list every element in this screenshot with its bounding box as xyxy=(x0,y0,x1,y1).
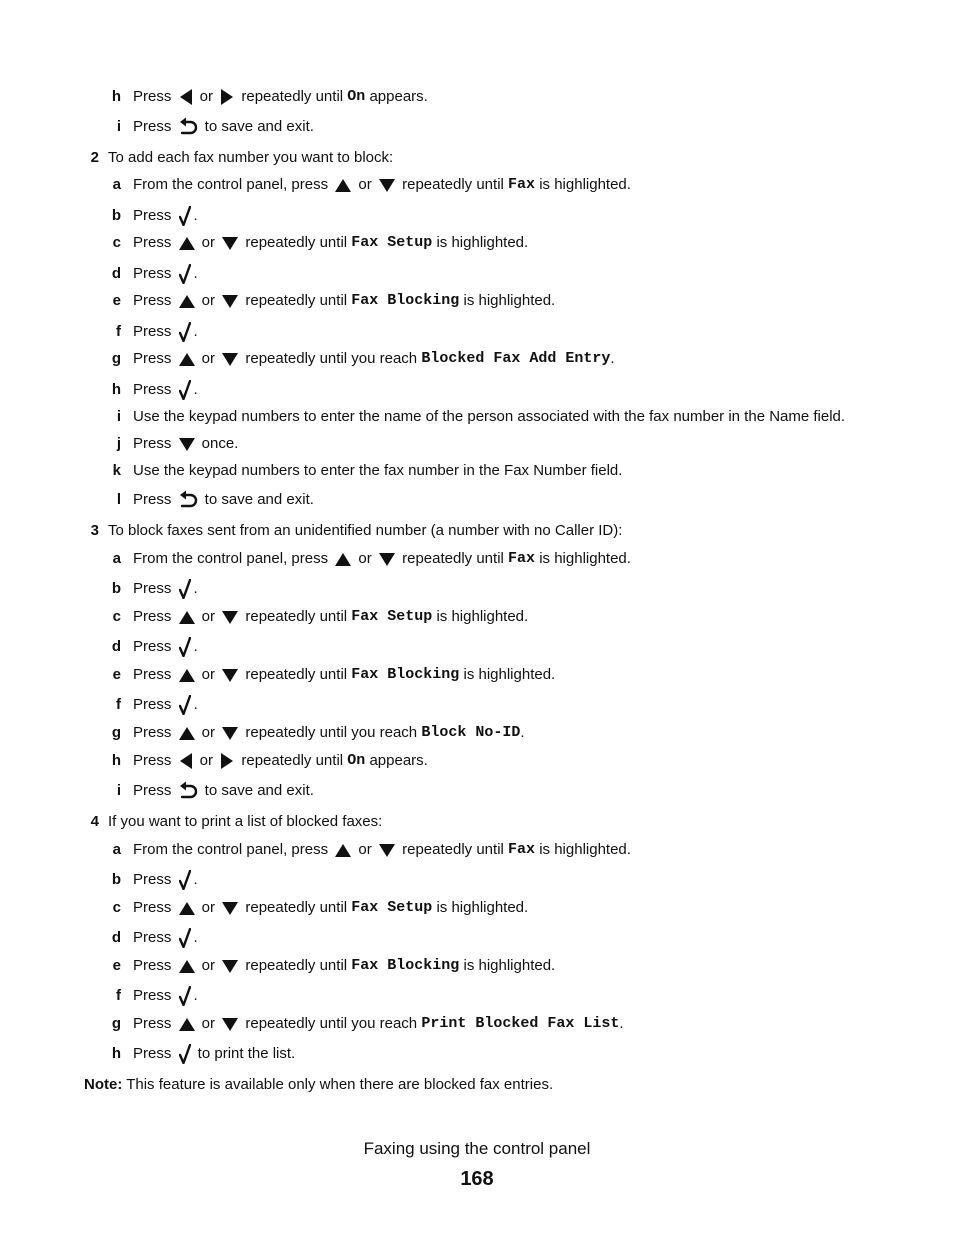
menu-item-code: On xyxy=(347,88,366,105)
sub-step xyxy=(112,837,631,863)
step-text: repeatedly until xyxy=(241,608,352,625)
step-text: . xyxy=(619,1015,624,1032)
step-marker: b xyxy=(111,207,121,224)
step-text: or xyxy=(354,841,376,858)
step-text: is highlighted. xyxy=(535,550,631,567)
sub-step xyxy=(112,546,631,572)
step-marker: f xyxy=(116,987,121,1004)
step-text: Press xyxy=(133,118,176,135)
step-text: . xyxy=(193,929,198,946)
up-arrow-icon xyxy=(335,553,351,566)
sub-step xyxy=(116,778,314,804)
step-marker: 2 xyxy=(90,149,99,166)
up-arrow-icon xyxy=(179,669,195,682)
sub-step xyxy=(116,114,314,140)
menu-item-code: Fax Blocking xyxy=(351,666,460,683)
checkmark-icon xyxy=(179,637,191,657)
numbered-step xyxy=(90,518,623,544)
step-marker: a xyxy=(112,841,121,858)
left-arrow-icon xyxy=(179,753,193,769)
down-arrow-icon xyxy=(379,844,395,857)
menu-item-code: Block No-ID xyxy=(421,724,521,741)
checkmark-icon xyxy=(179,380,191,400)
step-text: Press xyxy=(133,666,176,683)
step-marker: 4 xyxy=(90,813,99,830)
step-text: is highlighted. xyxy=(432,608,529,625)
step-text: is highlighted. xyxy=(432,899,529,916)
step-text: or xyxy=(354,176,376,193)
step-text: Press xyxy=(133,265,176,282)
right-arrow-icon xyxy=(220,89,234,105)
checkmark-icon xyxy=(179,695,191,715)
step-text: From the control panel, press xyxy=(133,841,333,858)
step-text: repeatedly until xyxy=(241,899,352,916)
step-marker: d xyxy=(111,638,121,655)
sub-step xyxy=(111,1041,296,1067)
down-arrow-icon xyxy=(222,1018,238,1031)
step-text: . xyxy=(193,265,198,282)
back-icon xyxy=(179,781,198,801)
sub-step xyxy=(111,377,198,403)
step-text: once. xyxy=(197,435,239,452)
menu-item-code: Fax Blocking xyxy=(351,292,460,309)
step-text: Press xyxy=(133,292,176,309)
sub-step xyxy=(112,288,556,314)
step-marker: c xyxy=(112,608,121,625)
step-text: is highlighted. xyxy=(432,234,529,251)
step-text: repeatedly until xyxy=(237,88,348,105)
sub-step xyxy=(111,925,198,951)
step-text: Press xyxy=(133,608,176,625)
step-marker: 3 xyxy=(90,522,99,539)
note xyxy=(84,1072,553,1098)
menu-item-code: Fax Setup xyxy=(351,234,433,251)
sub-step xyxy=(116,487,314,513)
down-arrow-icon xyxy=(222,611,238,624)
step-text: Press xyxy=(133,1045,176,1062)
step-marker: e xyxy=(112,292,121,309)
sub-step xyxy=(116,692,198,718)
menu-item-code: Fax xyxy=(508,841,536,858)
menu-item-code: Blocked Fax Add Entry xyxy=(421,350,611,367)
up-arrow-icon xyxy=(179,960,195,973)
step-marker: g xyxy=(111,350,121,367)
sub-step xyxy=(112,662,556,688)
step-text: If you want to print a list of blocked faxes: xyxy=(108,813,383,830)
step-text: Press xyxy=(133,638,176,655)
sub-step xyxy=(111,720,525,746)
step-marker: d xyxy=(111,929,121,946)
menu-item-code: Fax xyxy=(508,176,536,193)
back-icon xyxy=(179,490,198,510)
step-text: . xyxy=(193,987,198,1004)
step-text: Press xyxy=(133,435,176,452)
step-text: . xyxy=(193,696,198,713)
down-arrow-icon xyxy=(379,553,395,566)
step-text: Press xyxy=(133,350,176,367)
step-text: repeatedly until xyxy=(397,550,509,567)
step-text: or xyxy=(197,608,220,625)
step-text: or xyxy=(197,666,220,683)
step-marker: b xyxy=(111,871,121,888)
step-text: Press xyxy=(133,580,176,597)
step-text: or xyxy=(197,1015,220,1032)
sub-step xyxy=(111,867,198,893)
step-marker: f xyxy=(116,323,121,340)
step-text: To block faxes sent from an unidentified number (a number with no Caller ID): xyxy=(108,522,623,539)
step-text: From the control panel, press xyxy=(133,176,333,193)
down-arrow-icon xyxy=(379,179,395,192)
down-arrow-icon xyxy=(222,727,238,740)
step-text: . xyxy=(193,207,198,224)
step-marker: i xyxy=(116,118,121,135)
numbered-step xyxy=(90,809,383,835)
step-text: or xyxy=(195,88,218,105)
step-marker: h xyxy=(111,752,121,769)
step-text: Press xyxy=(133,88,176,105)
sub-step xyxy=(112,895,529,921)
step-text: Press xyxy=(133,987,176,1004)
step-text: appears. xyxy=(365,752,428,769)
checkmark-icon xyxy=(179,1044,191,1064)
down-arrow-icon xyxy=(222,353,238,366)
step-text: Press xyxy=(133,696,176,713)
footer-section-title: Faxing using the control panel xyxy=(363,1139,591,1158)
step-marker: l xyxy=(116,491,121,508)
step-text: is highlighted. xyxy=(535,841,631,858)
sub-step xyxy=(112,953,556,979)
step-text: Press xyxy=(133,782,176,799)
step-text: Press xyxy=(133,207,176,224)
step-text: or xyxy=(197,234,220,251)
sub-step xyxy=(116,319,198,345)
right-arrow-icon xyxy=(220,753,234,769)
up-arrow-icon xyxy=(179,1018,195,1031)
note-text: This feature is available only when there are blocked fax entries. xyxy=(122,1076,554,1093)
numbered-step xyxy=(90,145,394,171)
step-text: . xyxy=(610,350,615,367)
step-marker: g xyxy=(111,724,121,741)
sub-step xyxy=(111,1011,624,1037)
step-text: is highlighted. xyxy=(535,176,631,193)
step-marker: b xyxy=(111,580,121,597)
note-label: Note: xyxy=(84,1076,123,1093)
step-text: Press xyxy=(133,899,176,916)
step-text: . xyxy=(193,638,198,655)
down-arrow-icon xyxy=(222,902,238,915)
up-arrow-icon xyxy=(179,727,195,740)
step-marker: a xyxy=(112,550,121,567)
up-arrow-icon xyxy=(179,611,195,624)
menu-item-code: Fax Blocking xyxy=(351,957,460,974)
step-text: Press xyxy=(133,929,176,946)
sub-step xyxy=(116,983,198,1009)
checkmark-icon xyxy=(179,928,191,948)
step-marker: a xyxy=(112,176,121,193)
step-text: Press xyxy=(133,752,176,769)
step-text: Press xyxy=(133,381,176,398)
page-number: 168 xyxy=(460,1168,494,1190)
step-text: or xyxy=(195,752,218,769)
checkmark-icon xyxy=(179,579,191,599)
sub-step xyxy=(112,172,631,198)
menu-item-code: Print Blocked Fax List xyxy=(421,1015,620,1032)
step-text: . xyxy=(193,580,198,597)
step-text: to save and exit. xyxy=(200,491,314,508)
sub-step xyxy=(111,84,428,110)
step-text: From the control panel, press xyxy=(133,550,333,567)
checkmark-icon xyxy=(179,870,191,890)
down-arrow-icon xyxy=(179,438,195,451)
down-arrow-icon xyxy=(222,295,238,308)
step-text: or xyxy=(197,724,220,741)
sub-step xyxy=(112,230,529,256)
checkmark-icon xyxy=(179,322,191,342)
sub-step xyxy=(116,404,846,430)
sub-step xyxy=(112,458,623,484)
sub-step xyxy=(111,634,198,660)
sub-step xyxy=(111,203,198,229)
step-text: or xyxy=(197,350,220,367)
step-text: . xyxy=(193,871,198,888)
step-text: to save and exit. xyxy=(200,782,314,799)
step-text: is highlighted. xyxy=(459,957,556,974)
step-text: Use the keypad numbers to enter the fax number in the Fax Number field. xyxy=(133,462,623,479)
down-arrow-icon xyxy=(222,669,238,682)
up-arrow-icon xyxy=(179,353,195,366)
step-marker: c xyxy=(112,234,121,251)
step-text: To add each fax number you want to block: xyxy=(108,149,394,166)
up-arrow-icon xyxy=(179,902,195,915)
up-arrow-icon xyxy=(179,237,195,250)
menu-item-code: On xyxy=(347,752,366,769)
step-text: repeatedly until xyxy=(397,841,509,858)
step-text: . xyxy=(193,381,198,398)
up-arrow-icon xyxy=(179,295,195,308)
step-marker: e xyxy=(112,957,121,974)
step-text: Press xyxy=(133,323,176,340)
sub-step xyxy=(112,604,529,630)
step-text: Press xyxy=(133,724,176,741)
checkmark-icon xyxy=(179,986,191,1006)
step-text: or xyxy=(197,292,220,309)
step-text: repeatedly until xyxy=(241,292,352,309)
menu-item-code: Fax Setup xyxy=(351,608,433,625)
step-text: repeatedly until xyxy=(241,666,352,683)
step-marker: g xyxy=(111,1015,121,1032)
step-marker: c xyxy=(112,899,121,916)
step-text: repeatedly until xyxy=(241,957,352,974)
down-arrow-icon xyxy=(222,960,238,973)
down-arrow-icon xyxy=(222,237,238,250)
step-marker: e xyxy=(112,666,121,683)
step-text: repeatedly until xyxy=(397,176,509,193)
step-text: Press xyxy=(133,1015,176,1032)
step-marker: i xyxy=(116,408,121,425)
up-arrow-icon xyxy=(335,844,351,857)
checkmark-icon xyxy=(179,206,191,226)
step-marker: h xyxy=(111,88,121,105)
step-marker: d xyxy=(111,265,121,282)
menu-item-code: Fax Setup xyxy=(351,899,433,916)
step-text: to print the list. xyxy=(193,1045,296,1062)
sub-step xyxy=(111,261,198,287)
step-marker: i xyxy=(116,782,121,799)
sub-step xyxy=(111,576,198,602)
step-text: repeatedly until you reach xyxy=(241,350,422,367)
step-text: or xyxy=(354,550,376,567)
step-marker: j xyxy=(116,435,121,452)
step-text: . xyxy=(193,323,198,340)
step-text: Press xyxy=(133,957,176,974)
step-marker: k xyxy=(112,462,121,479)
step-text: Use the keypad numbers to enter the name of the person associated with the fax number in the Name field. xyxy=(133,408,846,425)
step-marker: h xyxy=(111,1045,121,1062)
up-arrow-icon xyxy=(335,179,351,192)
step-text: Press xyxy=(133,491,176,508)
step-text: . xyxy=(520,724,525,741)
sub-step xyxy=(111,346,615,372)
back-icon xyxy=(179,117,198,137)
step-text: is highlighted. xyxy=(459,666,556,683)
step-text: repeatedly until xyxy=(237,752,348,769)
menu-item-code: Fax xyxy=(508,550,536,567)
left-arrow-icon xyxy=(179,89,193,105)
step-text: Press xyxy=(133,871,176,888)
sub-step xyxy=(116,431,239,457)
step-text: or xyxy=(197,899,220,916)
step-text: to save and exit. xyxy=(200,118,314,135)
step-text: or xyxy=(197,957,220,974)
sub-step xyxy=(111,748,428,774)
step-text: repeatedly until you reach xyxy=(241,724,422,741)
step-text: repeatedly until xyxy=(241,234,352,251)
step-text: appears. xyxy=(365,88,428,105)
step-marker: h xyxy=(111,381,121,398)
step-marker: f xyxy=(116,696,121,713)
step-text: repeatedly until you reach xyxy=(241,1015,422,1032)
step-text: is highlighted. xyxy=(459,292,556,309)
checkmark-icon xyxy=(179,264,191,284)
step-text: Press xyxy=(133,234,176,251)
